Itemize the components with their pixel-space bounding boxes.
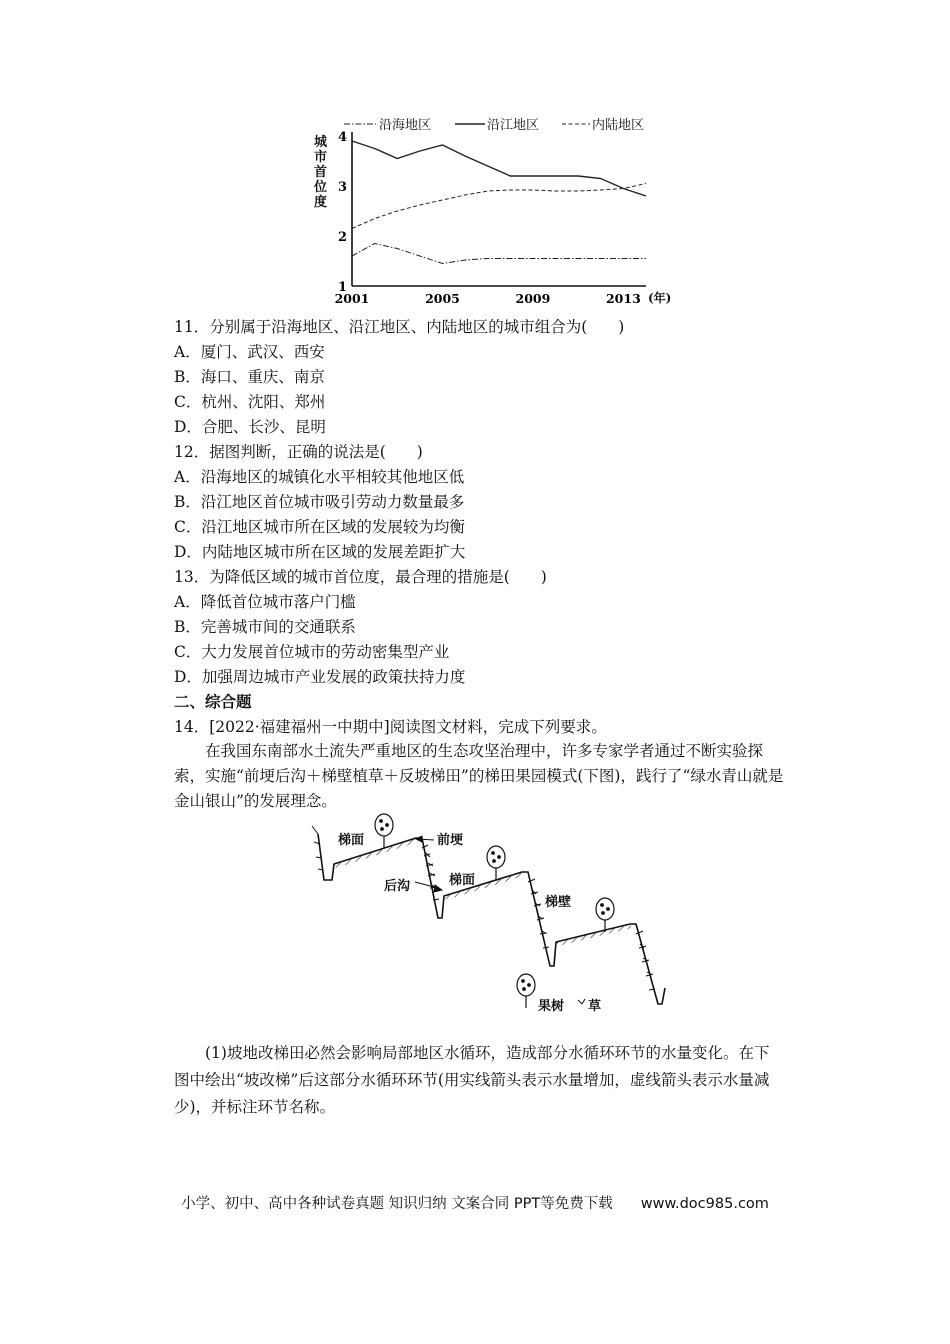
q11-option-d: D．合肥、长沙、昆明 [174,418,326,436]
label-terrace-1: 梯面 [338,833,365,848]
x-axis-unit: (年) [648,291,672,305]
q12-stem: 12．据图判断，正确的说法是( ) [174,443,423,461]
y-tick-label: 4 [338,130,348,145]
q11-option-b: B．海口、重庆、南京 [174,368,325,386]
q12-option-a: A．沿海地区的城镇化水平相较其他地区低 [174,468,465,486]
legend-label-coastal: 沿海地区 [379,118,432,133]
label-fruit-tree: 果树 [538,999,565,1014]
x-tick-label: 2005 [425,291,460,306]
label-terrace-2: 梯面 [449,873,476,888]
y-tick-label: 3 [338,180,348,195]
footer-url: www.doc985.com [640,1196,769,1212]
q11-option-c: C．杭州、沈阳、郑州 [174,393,326,411]
q12-option-b: B．沿江地区首位城市吸引劳动力数量最多 [174,493,465,511]
footer-text: 小学、初中、高中各种试卷真题 知识归纳 文案合同 PPT等免费下载 [181,1196,613,1212]
terrace-surface [556,924,632,946]
q14-material: 在我国东南部水土流失严重地区的生态攻坚治理中，许多专家学者通过不断实验探索，实施“前埂后沟＋梯壁植草＋反坡梯田”的梯田果园模式(下图)，践行了“绿水青山就是金山银山”的发展理念。 [174,742,784,810]
series-line-0 [352,244,646,264]
q11-stem: 11．分别属于沿海地区、沿江地区、内陆地区的城市组合为( ) [174,318,625,336]
q14-stem: 14．[2022·福建福州一中期中]阅读图文材料，完成下列要求。 [174,718,607,736]
chart-legend [344,117,644,133]
urban-primacy-chart [300,112,700,310]
q11-option-a: A．厦门、武汉、西安 [174,343,325,361]
terrace-orchard-diagram [310,808,690,1018]
legend-label-inland: 内陆地区 [592,118,645,133]
label-terrace-wall: 梯壁 [545,895,572,910]
left-edge [312,826,318,834]
x-tick-label: 2001 [334,291,370,306]
q13-option-b: B．完善城市间的交通联系 [174,618,356,636]
series-line-1 [352,141,646,196]
page-footer [0,1192,950,1213]
q13-stem: 13．为降低区域的城市首位度，最合理的措施是( ) [174,568,547,586]
y-tick-label: 2 [338,230,348,245]
label-front-ridge: 前埂 [437,833,464,848]
label-back-ditch: 后沟 [384,879,411,894]
x-tick-label: 2013 [605,291,641,306]
series-line-2 [352,184,646,229]
y-tick-label: 1 [338,280,348,295]
q13-option-d: D．加强周边城市产业发展的政策扶持力度 [174,668,466,686]
q12-option-c: C．沿江地区城市所在区域的发展较为均衡 [174,518,465,536]
q13-option-c: C．大力发展首位城市的劳动密集型产业 [174,643,450,661]
x-tick-label: 2009 [515,291,551,306]
q12-option-d: D．内陆地区城市所在区域的发展差距扩大 [174,543,466,561]
section-heading: 二、综合题 [174,692,252,711]
legend-label-river: 沿江地区 [487,118,540,133]
q13-option-a: A．降低首位城市落户门槛 [174,593,356,611]
grass-legend-icon [578,999,585,1004]
y-axis-label: 城市首位度 [314,135,328,210]
label-grass: 草 [588,999,602,1014]
q14-part1: (1)坡地改梯田必然会影响局部地区水循环，造成部分水循环环节的水量变化。在下图中绘出“坡改梯”后这部分水循环环节(用实线箭头表示水量增加，虚线箭头表示水量减少)，并标注环节名称。 [174,1044,770,1116]
